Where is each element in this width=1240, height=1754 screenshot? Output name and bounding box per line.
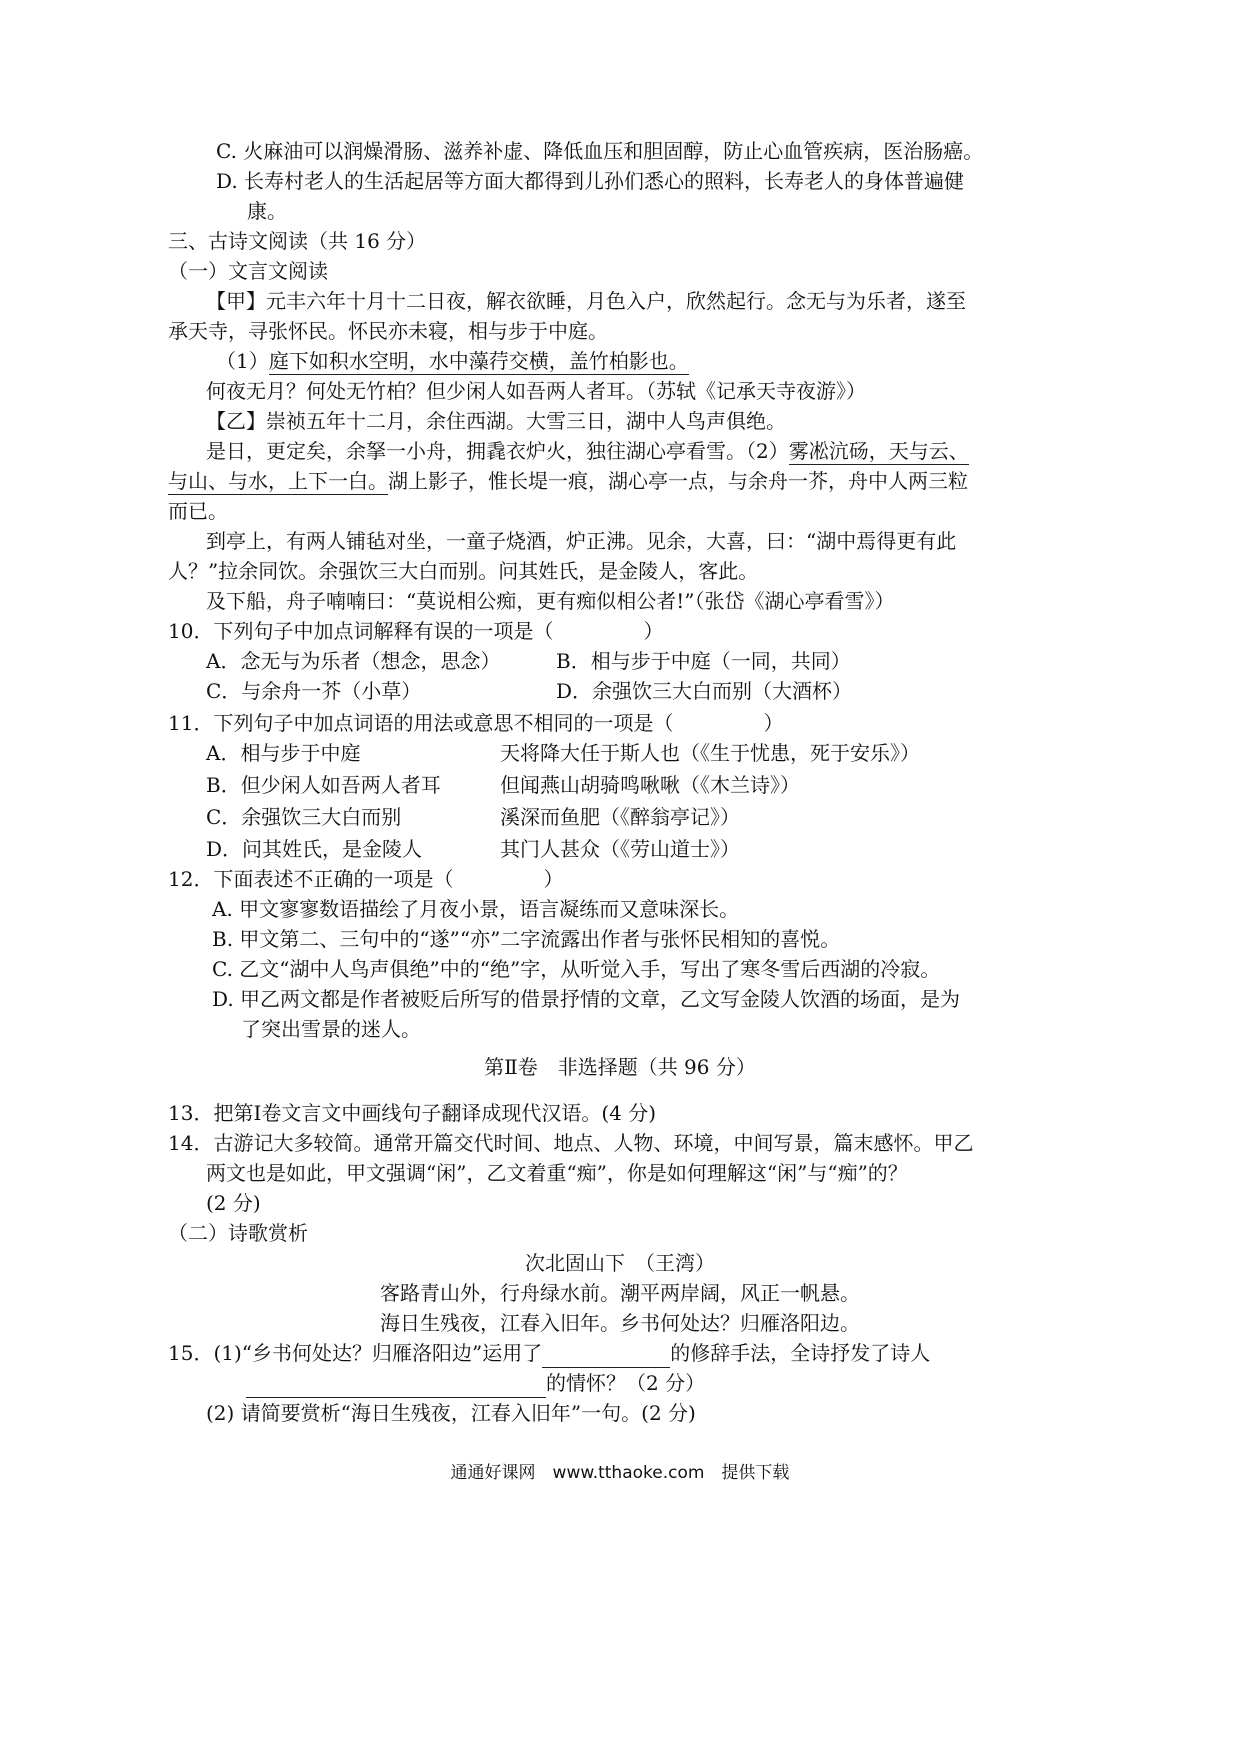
question-15-text: 的情怀？（2 分）: [546, 1371, 706, 1395]
poem-title: 次北固山下 （王湾）: [525, 1251, 715, 1275]
paren-close: ）: [643, 619, 664, 643]
question-15-part1-cont: [246, 1368, 705, 1398]
option-d-text-line1: D. 长寿村老人的生活起居等方面大都得到儿孙们悉心的照料，长寿老人的身体普遍健: [216, 169, 965, 193]
underlined-sentence-2a: 雾凇沆砀，天与云、: [788, 439, 969, 463]
question-10-stem: [168, 616, 663, 646]
passage-yi-line6: 人？”拉余同饮。余强饮三大白而别。问其姓氏，是金陵人，客此。: [168, 559, 759, 583]
passage-jia-line2: 承天寺，寻张怀民。怀民亦未寝，相与步于中庭。: [168, 319, 608, 343]
q10-option-d: D．余强饮三大白而别（大酒杯）: [556, 679, 853, 703]
passage-jia-label: 【甲】: [206, 289, 266, 313]
passage-yi-line3: [168, 466, 968, 496]
passage-yi-line1: [206, 406, 786, 436]
fill-blank-rhetoric[interactable]: [542, 1345, 670, 1368]
q11-option-a-right: 天将降大任于斯人也（《生于忧患，死于安乐》）: [500, 741, 920, 765]
sentence-number: （1）: [216, 349, 269, 373]
q11-option-d-left: D．问其姓氏，是金陵人: [206, 837, 423, 861]
q12-option-d-line2: 了突出雪景的迷人。: [241, 1017, 421, 1041]
q10-option-c: C．与余舟一芥（小草）: [206, 679, 422, 703]
q11-option-c-left: C．余强饮三大白而别: [206, 805, 402, 829]
paren-close: ）: [543, 867, 564, 891]
section-title: 三、古诗文阅读（共 16 分）: [168, 229, 427, 253]
passage-jia-line1: [206, 286, 966, 316]
question-12-stem: [168, 864, 563, 894]
q12-option-c: C. 乙文“湖中人鸟声俱绝”中的“绝”字，从听觉入手，写出了寒冬雪后西湖的冷寂。: [212, 957, 941, 981]
subsection-title: （一）文言文阅读: [168, 259, 328, 283]
option-d-text-line2: 康。: [247, 199, 287, 223]
q11-option-a-left: A．相与步于中庭: [206, 741, 361, 765]
q11-option-b-left: B．但少闲人如吾两人者耳: [206, 773, 441, 797]
passage-jia-line3: [216, 346, 689, 376]
subsection-title-poetry: （二）诗歌赏析: [168, 1221, 308, 1245]
q12-option-d-line1: D. 甲乙两文都是作者被贬后所写的借景抒情的文章，乙文写金陵人饮酒的场面，是为: [212, 987, 961, 1011]
q11-option-c-right: 溪深而鱼肥（《醉翁亭记》）: [500, 805, 740, 829]
q11-option-b-right: 但闻燕山胡骑鸣啾啾（《木兰诗》）: [500, 773, 800, 797]
passage-yi-line2: [206, 436, 969, 466]
passage-yi-line4: 而已。: [168, 499, 228, 523]
question-15-part1: [168, 1338, 930, 1368]
passage-yi-label: 【乙】: [206, 409, 266, 433]
passage-yi-text: 湖上影子，惟长堤一痕，湖心亭一点，与余舟一芥，舟中人两三粒: [388, 469, 968, 493]
passage-yi-line7: 及下船，舟子喃喃曰：“莫说相公痴，更有痴似相公者!”（张岱《湖心亭看雪》）: [206, 589, 895, 613]
underlined-sentence-2b: 与山、与水，上下一白。: [168, 469, 388, 493]
question-14-line3: (2 分): [206, 1191, 261, 1215]
q10-option-a: A．念无与为乐者（想念，思念）: [206, 649, 501, 673]
question-11-text: 11．下列句子中加点词语的用法或意思不相同的一项是（: [168, 711, 674, 735]
paren-close: ）: [763, 711, 784, 735]
option-c-text: C. 火麻油可以润燥滑肠、滋养补虚、降低血压和胆固醇，防止心血管疾病，医治肠癌。: [216, 139, 984, 163]
poem-line-2: 海日生残夜，江春入旧年。乡书何处达？归雁洛阳边。: [380, 1311, 860, 1335]
q12-option-b: B. 甲文第二、三句中的“遂”“亦”二字流露出作者与张怀民相知的喜悦。: [212, 927, 841, 951]
question-10-text: 10．下列句子中加点词解释有误的一项是（: [168, 619, 554, 643]
question-14-line1: 14．古游记大多较简。通常开篇交代时间、地点、人物、环境，中间写景，篇末感怀。甲乙: [168, 1131, 974, 1155]
q10-option-b: B．相与步于中庭（一同，共同）: [556, 649, 851, 673]
question-11-stem: [168, 708, 783, 738]
question-12-text: 12．下面表述不正确的一项是（: [168, 867, 454, 891]
underlined-sentence-1: 庭下如积水空明，水中藻荇交横，盖竹柏影也。: [268, 349, 689, 373]
page-footer: 通通好课网 www.tthaoke.com 提供下载: [450, 1463, 790, 1483]
passage-yi-line5: 到亭上，有两人铺毡对坐，一童子烧酒，炉正沸。见余，大喜，曰：“湖中焉得更有此: [206, 529, 957, 553]
fill-blank-emotion[interactable]: [246, 1375, 546, 1398]
question-13: 13．把第Ⅰ卷文言文中画线句子翻译成现代汉语。(4 分): [168, 1101, 657, 1125]
q11-option-d-right: 其门人甚众（《劳山道士》）: [500, 837, 740, 861]
question-15-part2: (2) 请简要赏析“海日生残夜，江春入旧年”一句。(2 分): [206, 1401, 696, 1425]
part-2-title: 第Ⅱ卷 非选择题（共 96 分）: [484, 1055, 756, 1079]
passage-yi-text: 崇祯五年十二月，余住西湖。大雪三日，湖中人鸟声俱绝。: [266, 409, 786, 433]
question-14-line2: 两文也是如此，甲文强调“闲”，乙文着重“痴”，你是如何理解这“闲”与“痴”的？: [206, 1161, 908, 1185]
poem-line-1: 客路青山外，行舟绿水前。潮平两岸阔，风正一帆悬。: [380, 1281, 860, 1305]
passage-yi-text: 是日，更定矣，余拏一小舟，拥毳衣炉火，独往湖心亭看雪。（2）: [206, 439, 789, 463]
question-15-text: 15．(1)“乡书何处达？归雁洛阳边”运用了: [168, 1341, 543, 1365]
q12-option-a: A. 甲文寥寥数语描绘了月夜小景，语言凝练而又意味深长。: [212, 897, 740, 921]
passage-jia-text: 元丰六年十月十二日夜，解衣欲睡，月色入户，欣然起行。念无与为乐者，遂至: [266, 289, 966, 313]
question-15-text: 的修辞手法，全诗抒发了诗人: [670, 1341, 931, 1365]
passage-jia-line4: 何夜无月？何处无竹柏？但少闲人如吾两人者耳。（苏轼《记承天寺夜游》）: [206, 379, 866, 403]
